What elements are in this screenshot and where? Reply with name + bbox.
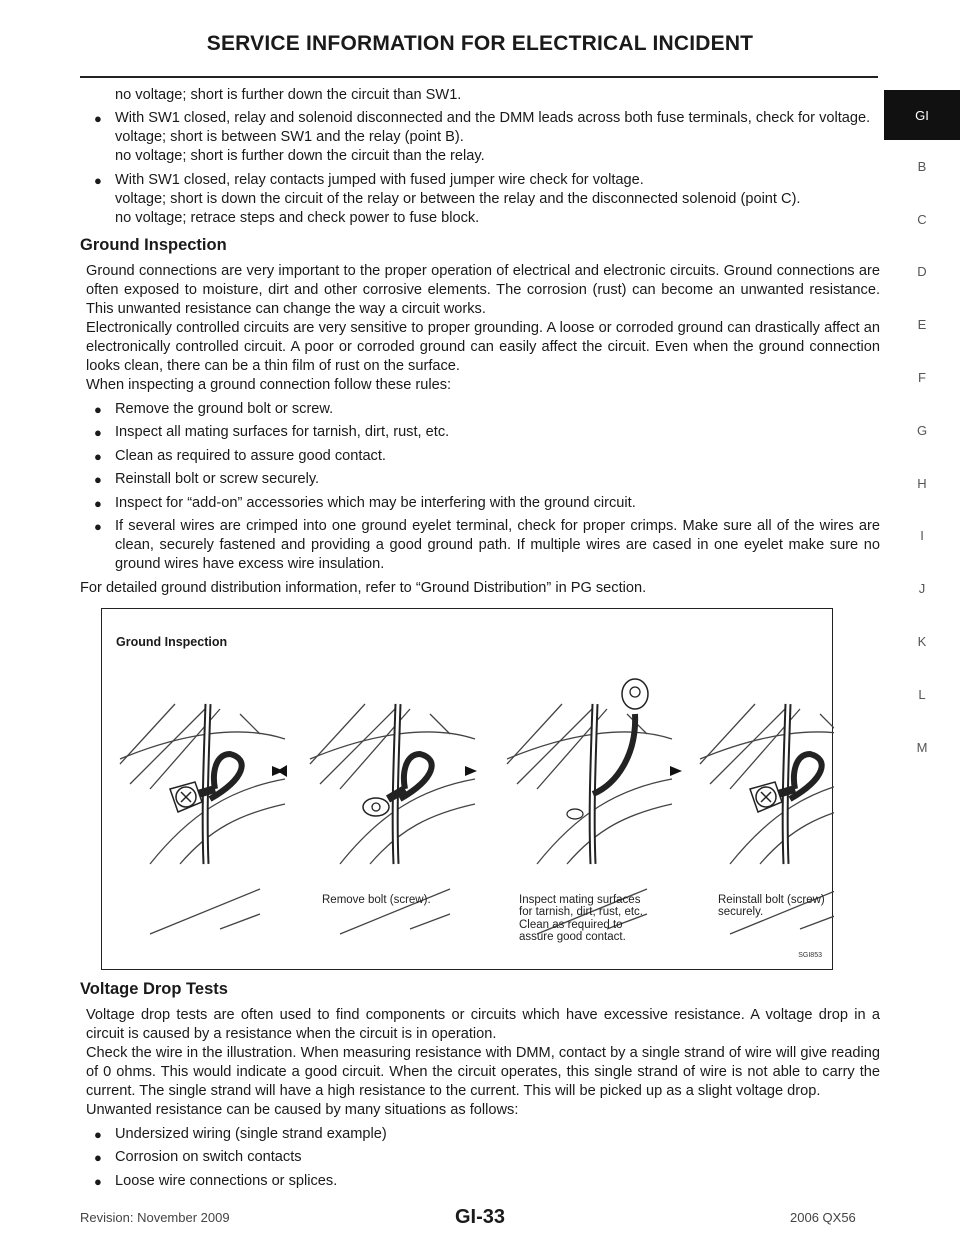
- list-item: [86, 171, 880, 228]
- list-item: [86, 1148, 880, 1167]
- voltage-causes-list: [86, 1125, 880, 1191]
- bullet-icon: ●: [94, 1150, 102, 1165]
- ground-rules-list: [86, 400, 880, 575]
- bullet-subtext: no voltage; short is further down the circuit than the relay.: [115, 148, 485, 164]
- page-content: [80, 86, 880, 1195]
- voltage-drop-heading: Voltage Drop Tests: [80, 979, 228, 998]
- bullet-icon: ●: [94, 172, 102, 188]
- rule-text: Inspect all mating surfaces for tarnish, dirt, rust, etc.: [115, 424, 450, 440]
- bullet-icon: ●: [94, 1173, 102, 1189]
- rule-text: Reinstall bolt or screw securely.: [115, 471, 320, 487]
- list-item: [86, 447, 880, 466]
- intro-bullet-list: [86, 109, 880, 228]
- bullet-icon: ●: [94, 519, 102, 534]
- voltage-para-1: Voltage drop tests are often used to find components or circuits which have excessive resistance. A voltage drop in a circuit is caused by a resistance when the circuit is in operation.: [86, 1006, 880, 1042]
- bullet-text: With SW1 closed, relay contacts jumped with fused jumper wire check for voltage.: [115, 171, 644, 188]
- bullet-subtext: voltage; short is between SW1 and the relay (point B).: [115, 129, 464, 145]
- caption-inspect-surfaces: [519, 894, 643, 944]
- list-item: [86, 1125, 880, 1144]
- list-item: [86, 1172, 880, 1191]
- bullet-icon: ●: [94, 401, 102, 417]
- bullet-icon: ●: [94, 472, 102, 487]
- footer-revision: Revision: November 2009: [80, 1210, 230, 1225]
- list-item: [86, 494, 880, 513]
- side-tab-e[interactable]: E: [917, 317, 927, 333]
- rule-text: Remove the ground bolt or screw.: [115, 400, 334, 417]
- bullet-icon: ●: [94, 425, 102, 440]
- ground-para-1: Ground connections are very important to the proper operation of electrical and electronic circuits. Ground connections are often exposed to moisture, dirt and other corrosive elements. The corrosion (rust) can become an unwanted resistance. This unwanted resistance can change the way a circuit works.: [86, 262, 880, 317]
- rule-text: Inspect for “add-on” accessories which may be interfering with the ground circuit.: [115, 494, 636, 511]
- list-item: [86, 470, 880, 489]
- figure-id: SGI853: [798, 951, 822, 959]
- side-tab-j[interactable]: J: [918, 581, 926, 597]
- ground-reference: For detailed ground distribution information, refer to “Ground Distribution” in PG section.: [80, 579, 647, 596]
- list-item: [86, 109, 880, 166]
- side-tab-k[interactable]: K: [917, 634, 927, 650]
- ground-inspection-heading: Ground Inspection: [80, 235, 227, 254]
- side-tab-gi[interactable]: GI: [884, 90, 960, 140]
- rule-text: Clean as required to assure good contact.: [115, 447, 386, 464]
- bullet-subtext: voltage; short is down the circuit of the relay or between the relay and the disconnected solenoid (point C).: [115, 190, 801, 207]
- caption-reinstall-bolt: [718, 894, 825, 919]
- bullet-icon: ●: [94, 111, 102, 126]
- footer-model: 2006 QX56: [790, 1210, 856, 1225]
- side-tab-l[interactable]: L: [918, 686, 926, 702]
- cause-text: Undersized wiring (single strand example): [115, 1125, 387, 1142]
- side-tab-c[interactable]: C: [917, 211, 927, 227]
- caption-line: for tarnish, dirt, rust, etc.: [519, 906, 643, 918]
- side-tab-m[interactable]: M: [916, 739, 928, 755]
- ground-para-3: When inspecting a ground connection follow these rules:: [86, 376, 452, 393]
- figure-title: Ground Inspection: [116, 634, 228, 649]
- side-tab-g[interactable]: G: [916, 422, 928, 438]
- side-tab-i[interactable]: I: [920, 528, 924, 544]
- bullet-icon: ●: [94, 448, 102, 464]
- bullet-icon: ●: [94, 495, 102, 511]
- side-tab-h[interactable]: H: [917, 475, 927, 491]
- side-tab-b[interactable]: B: [917, 158, 927, 174]
- rule-text: If several wires are crimped into one ground eyelet terminal, check for proper crimps. Make sure all of the wires are clean, securely fastened and providing a good ground path. If multiple wires are cased in one eyelet make sure no ground wires have excess wire insulation.: [115, 518, 880, 572]
- list-item: [86, 517, 880, 574]
- cause-text: Corrosion on switch contacts: [115, 1149, 302, 1165]
- bullet-subtext: no voltage; retrace steps and check power to fuse block.: [115, 209, 480, 226]
- footer-page-number: GI-33: [454, 1206, 506, 1228]
- caption-line: Clean as required to: [519, 918, 623, 931]
- list-item: [86, 423, 880, 442]
- voltage-para-2: Check the wire in the illustration. When measuring resistance with DMM, contact by a single strand of wire will give reading of 0 ohms. This would indicate a good circuit. When the circuit operates, this single strand of wire is not able to carry the current. The single strand will have a high resistance to the current. This will be picked up as a slight voltage drop.: [86, 1044, 880, 1099]
- caption-line: Remove bolt (screw).: [322, 893, 431, 906]
- caption-remove-bolt: [322, 894, 431, 907]
- section-index-tabs: [884, 90, 960, 774]
- caption-line: Inspect mating surfaces: [519, 893, 641, 906]
- cause-text: Loose wire connections or splices.: [115, 1172, 338, 1189]
- intro-line: no voltage; short is further down the circuit than SW1.: [115, 87, 462, 103]
- ground-para-2: Electronically controlled circuits are very sensitive to proper grounding. A loose or corroded ground can drastically affect an electronically controlled circuit. A poor or corroded ground can easily affect the circuit. Even when the ground connection looks clean, there can be a thin film of rust on the surface.: [86, 319, 880, 374]
- header-rule: [80, 76, 878, 78]
- caption-line: Reinstall bolt (screw): [718, 893, 825, 906]
- voltage-para-3: Unwanted resistance can be caused by many situations as follows:: [86, 1101, 519, 1118]
- side-tab-d[interactable]: D: [917, 264, 927, 280]
- side-tab-f[interactable]: F: [918, 370, 926, 386]
- list-item: [86, 400, 880, 419]
- ground-inspection-figure: [101, 608, 833, 970]
- bullet-text: With SW1 closed, relay and solenoid disconnected and the DMM leads across both fuse terminals, check for voltage.: [115, 110, 871, 126]
- caption-line: assure good contact.: [519, 931, 626, 943]
- caption-line: securely.: [718, 906, 764, 918]
- page-header-title: SERVICE INFORMATION FOR ELECTRICAL INCIDENT: [206, 32, 754, 55]
- bullet-icon: ●: [94, 1126, 102, 1142]
